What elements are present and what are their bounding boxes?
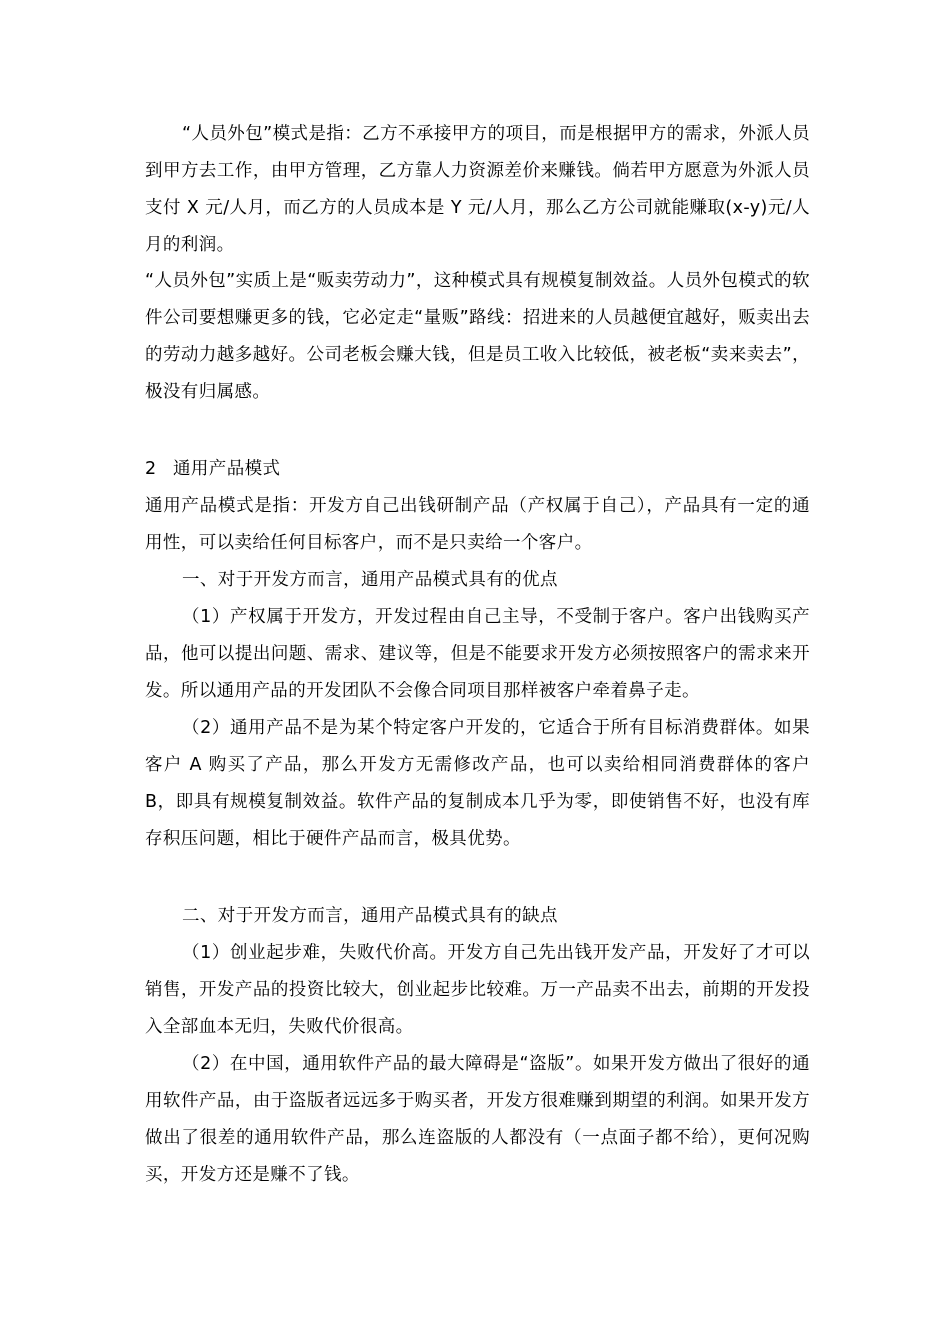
advantage-item-1: （1）产权属于开发方，开发过程由自己主导，不受制于客户。客户出钱购买产品，他可以提出问题、需求、建议等，但是不能要求开发方必须按照客户的需求来开发。所以通用产品的开发团队不会像合同项目那样被客户牵着鼻子走。 bbox=[145, 607, 810, 701]
paragraph-outsourcing-definition: “人员外包”模式是指：乙方不承接甲方的项目，而是根据甲方的需求，外派人员到甲方去工作，由甲方管理，乙方靠人力资源差价来赚钱。倘若甲方愿意为外派人员支付 X 元/人月，而乙方的人员成本是 Y 元/人月，那么乙方公司就能赚取(x-y)元/人月的利润。 bbox=[145, 124, 810, 255]
paragraph-outsourcing-nature: “人员外包”实质上是“贩卖劳动力”，这种模式具有规模复制效益。人员外包模式的软件公司要想赚更多的钱，它必定走“量贩”路线：招进来的人员越便宜越好，贩卖出去的劳动力越多越好。公司老板会赚大钱，但是员工收入比较低，被老板“卖来卖去”，极没有归属感。 bbox=[145, 271, 810, 402]
section-number: 2 bbox=[145, 459, 157, 479]
advantage-item-2: （2）通用产品不是为某个特定客户开发的，它适合于所有目标消费群体。如果客户 A 购买了产品，那么开发方无需修改产品，也可以卖给相同消费群体的客户 B，即具有规模复制效益。软件产品的复制成本几乎为零，即使销售不好，也没有库存积压问题，相比于硬件产品而言，极具优势。 bbox=[145, 718, 810, 849]
disadvantage-item-1: （1）创业起步难，失败代价高。开发方自己先出钱开发产品，开发好了才可以销售，开发产品的投资比较大，创业起步比较难。万一产品卖不出去，前期的开发投入全部血本无归，失败代价很高。 bbox=[145, 943, 810, 1037]
disadvantages-heading: 二、对于开发方而言，通用产品模式具有的缺点 bbox=[182, 906, 558, 926]
advantages-heading: 一、对于开发方而言，通用产品模式具有的优点 bbox=[182, 570, 558, 590]
section-intro: 通用产品模式是指：开发方自己出钱研制产品（产权属于自己），产品具有一定的通用性，可以卖给任何目标客户，而不是只卖给一个客户。 bbox=[145, 496, 810, 553]
disadvantage-item-2: （2）在中国，通用软件产品的最大障碍是“盗版”。如果开发方做出了很好的通用软件产品，由于盗版者远远多于购买者，开发方很难赚到期望的利润。如果开发方做出了很差的通用软件产品，那么连盗版的人都没有（一点面子都不给），更何况购买，开发方还是赚不了钱。 bbox=[145, 1054, 810, 1185]
section-heading bbox=[145, 451, 810, 488]
section-title: 通用产品模式 bbox=[173, 459, 281, 479]
